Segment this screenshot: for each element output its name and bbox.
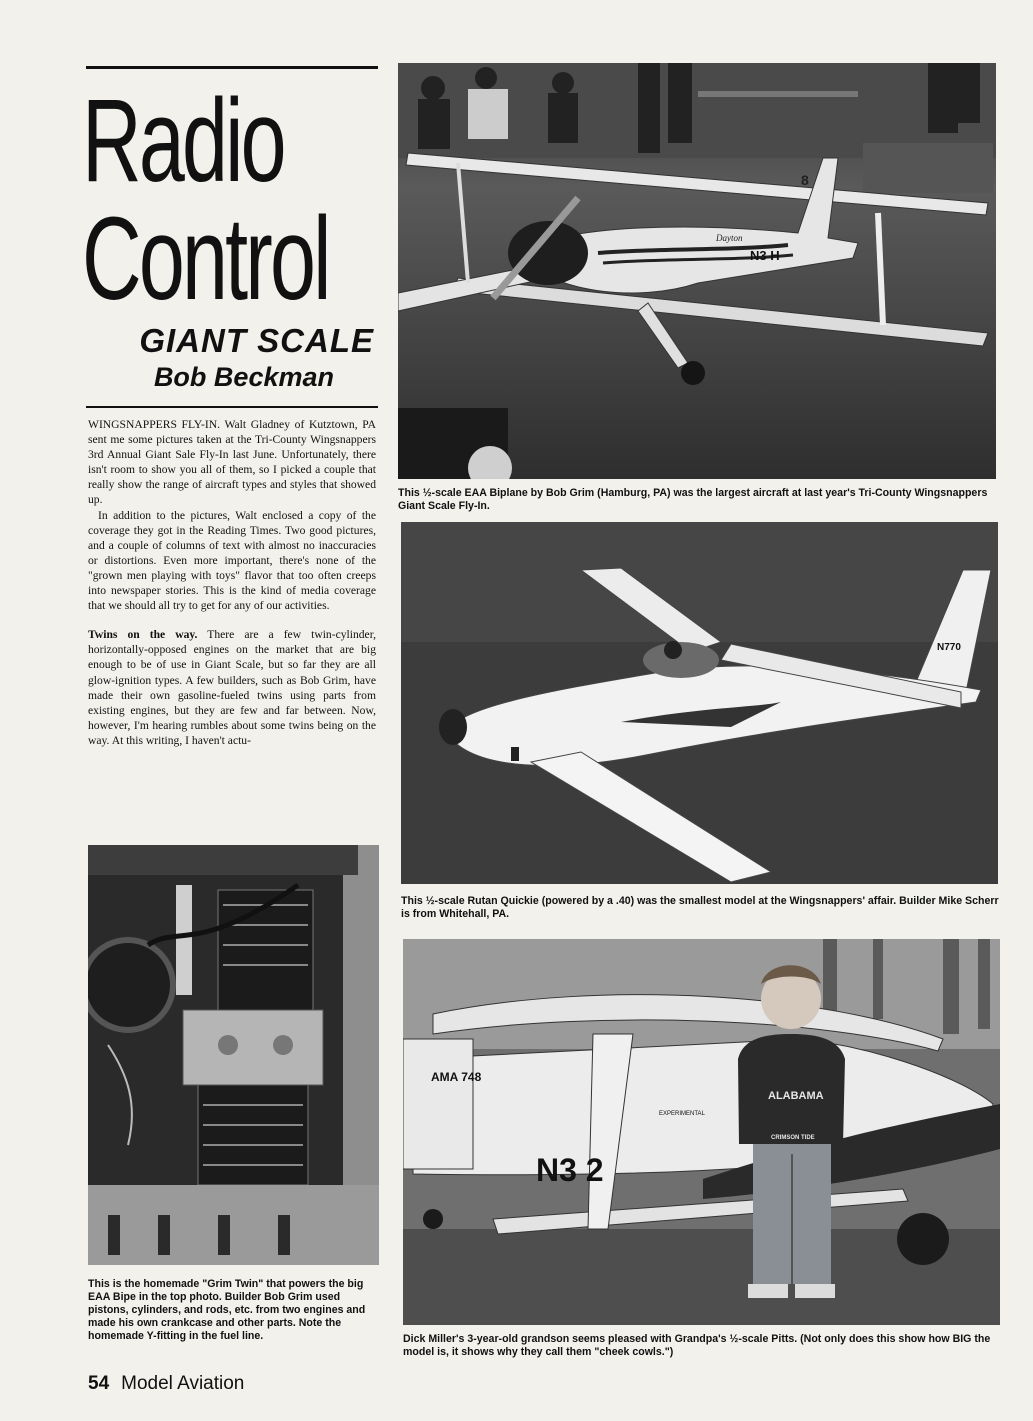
biplane-caption: This ½-scale EAA Biplane by Bob Grim (Hamburg, PA) was the largest aircraft at last year's Tri-County Wingsnappers Giant Scale Fly-In. — [398, 487, 988, 512]
column-kicker: GIANT SCALE — [139, 322, 374, 359]
quickie-caption: This ½-scale Rutan Quickie (powered by a .40) was the smallest model at the Wingsnappers' affair. Builder Mike Scherr is from Whitehall, PA. — [401, 895, 999, 920]
pitts-registration: N3 2 — [536, 1152, 604, 1188]
shirt-text-line-2: CRIMSON TIDE — [771, 1135, 815, 1141]
article-body — [88, 417, 376, 748]
byline-rule — [86, 406, 378, 408]
pitts-caption: Dick Miller's 3-year-old grandson seems pleased with Grandpa's ½-scale Pitts. (Not only does this show how BIG the model is, it shows why they call them "cheek cowls.") — [403, 1333, 991, 1358]
title-line-2: Control — [82, 193, 329, 325]
paragraph-3-text: There are a few twin-cylinder, horizontally-opposed engines on the market that are big enough to be of use in Giant Scale, but so far they are all glow-ignition types. A few builders, such as Bob Grim, have made their own gasoline-fueled twins using parts from existing engines, but they are few and far between. Now, however, I'm hearing rumbles about some twins being on the way. At this writing, I haven't actu- — [88, 628, 377, 747]
paragraph-1-text: Walt Gladney of Kutztown, PA sent me some pictures taken at the Tri-County Wingsnappers 3rd Annual Giant Sale Fly-In last June. Unfortunately, there isn't room to show you all of them, so I picked a couple that really show the range of aircraft types and styles that showed up. — [88, 418, 377, 507]
page-footer — [88, 1373, 244, 1395]
paragraph-2: In addition to the pictures, Walt enclosed a copy of the coverage they got in the Reading Times. Two good pictures, and a couple of columns of text with almost no inaccuracies or distortions. Even more important, there's none of the "grown men playing with toys" flavor that too often creeps into newspaper stories. This is the kind of media coverage that we should all try to get for any of our activities. — [88, 508, 376, 613]
paragraph-1-head: WINGSNAPPERS FLY-IN. — [88, 418, 221, 431]
paragraph-3-head: Twins on the way. — [88, 628, 198, 642]
pitts-photo — [403, 939, 1000, 1325]
pitts-ama-number: AMA 748 — [431, 1070, 482, 1084]
engine-caption: This is the homemade "Grim Twin" that powers the big EAA Bipe in the top photo. Builder Bob Grim used pistons, cylinders, and rods, etc. from two engines and made his own crankcase and other parts. Note the homemade Y-fitting in the fuel line. — [88, 1278, 366, 1342]
paragraph-3 — [88, 627, 376, 748]
biplane-registration: N3 H — [750, 248, 780, 263]
page-number: 54 — [88, 1373, 110, 1394]
engine-photo-art — [88, 845, 379, 1265]
biplane-photo — [398, 63, 996, 479]
quickie-photo-art — [401, 522, 998, 884]
shirt-text-line-1: ALABAMA — [768, 1090, 824, 1102]
paragraph-1 — [88, 417, 376, 508]
biplane-name-decal: Dayton — [716, 233, 743, 243]
byline: Bob Beckman — [153, 362, 334, 392]
pitts-experimental-decal: EXPERIMENTAL — [659, 1111, 705, 1117]
quickie-photo — [401, 522, 998, 884]
top-rule — [86, 66, 378, 69]
biplane-photo-art — [398, 63, 996, 479]
engine-photo — [88, 845, 379, 1265]
pitts-photo-art — [403, 939, 1000, 1325]
biplane-tail-number: 8 — [801, 172, 809, 188]
quickie-registration: N770 — [937, 642, 961, 653]
title-line-1: Radio — [82, 75, 284, 207]
magazine-name: Model Aviation — [121, 1373, 245, 1394]
